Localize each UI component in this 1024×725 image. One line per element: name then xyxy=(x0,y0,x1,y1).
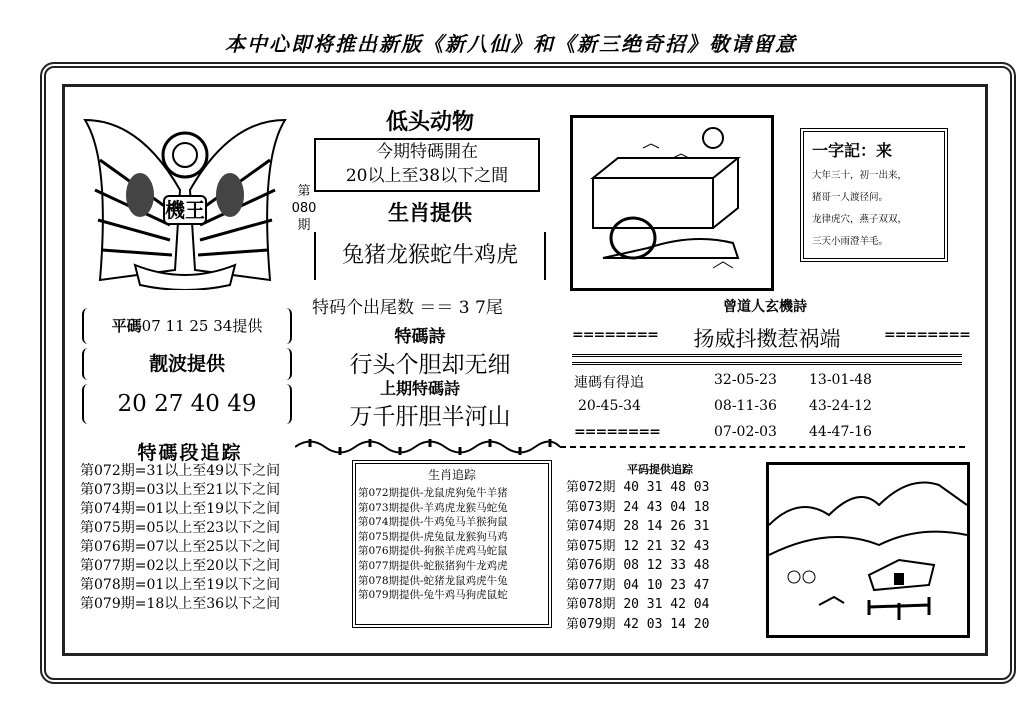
combo-label: 連碼有得追 xyxy=(574,375,644,391)
flat-track-list xyxy=(566,478,756,634)
flat-track-nums: 28 14 26 31 xyxy=(623,519,710,534)
flat-track-row xyxy=(566,517,756,537)
flat-track-issue: 第076期 xyxy=(566,558,616,573)
segment-row: 第072期=31以上至49以下之间 xyxy=(80,463,281,479)
flat-codes-label: 平碼 xyxy=(111,317,142,335)
logo-text: 機王 xyxy=(163,195,207,225)
flat-track-issue: 第072期 xyxy=(566,480,616,495)
combo-r3-c2: 07-02-03 xyxy=(714,424,777,440)
flat-track-issue: 第078期 xyxy=(566,597,616,612)
flat-track-nums: 24 43 04 18 xyxy=(623,499,710,515)
tao-poem-line: 扬威抖擞惹祸端 xyxy=(693,327,841,351)
lion-wall-drawing-icon xyxy=(573,118,771,288)
zodiac-track-row: 第078期提供-蛇猪龙鼠鸡虎牛兔 xyxy=(358,574,508,587)
zodiac-track-box xyxy=(352,460,552,628)
wave-numbers: 20 27 40 49 xyxy=(117,391,257,417)
segment-row: 第073期=03以上至21以下之间 xyxy=(80,482,281,498)
segment-row: 第075期=05以上至23以下之间 xyxy=(80,520,281,536)
zodiac-list: 兔猪龙猴蛇牛鸡虎 xyxy=(341,243,518,268)
one-word-line-4: 三天小雨澄羊毛。 xyxy=(812,236,889,247)
segment-row: 第079期=18以上至36以下之间 xyxy=(80,596,281,612)
zodiac-track-row: 第079期提供-兔牛鸡马狗虎鼠蛇 xyxy=(358,589,508,602)
one-word-title: 一字記：来 xyxy=(812,141,893,160)
flat-codes-numbers: 07 11 25 34 xyxy=(141,317,233,335)
zodiac-heading: 生肖提供 xyxy=(388,201,472,225)
flat-track-issue: 第077期 xyxy=(566,577,616,593)
zodiac-track-row: 第077期提供-蛇猴猪狗牛龙鸡虎 xyxy=(358,559,508,572)
prev-poem-text: 万千肝胆半河山 xyxy=(349,404,511,430)
tao-divider-2 xyxy=(572,362,962,365)
issue-prefix: 第 xyxy=(297,184,311,199)
poem-heading: 特碼詩 xyxy=(394,327,446,347)
top-banner: 本中心即将推出新版《新八仙》和《新三绝奇招》敬请留意 xyxy=(225,32,797,56)
wave-heading: 靓波提供 xyxy=(148,353,225,375)
zodiac-track-row: 第072期提供-龙鼠虎狗兔牛羊猪 xyxy=(358,487,508,499)
issue-suffix: 期 xyxy=(297,218,311,233)
logo-emblem xyxy=(80,100,290,290)
tao-dash-right: ======== xyxy=(884,327,970,343)
segment-list xyxy=(80,462,300,614)
flat-track-issue: 第074期 xyxy=(566,519,616,534)
tao-dash-left: ======== xyxy=(572,327,658,343)
range-line2: 20以上至38以下之間 xyxy=(345,166,509,186)
tail-line: 特码个出尾数 ＝＝ 3 7尾 xyxy=(312,298,503,318)
segment-row: 第078期=01以上至19以下之间 xyxy=(80,577,281,593)
range-box xyxy=(314,138,540,192)
vine-ornament-icon xyxy=(295,436,560,458)
vine-divider xyxy=(295,436,560,458)
one-word-box xyxy=(800,128,948,262)
combo-r1-c2: 32-05-23 xyxy=(714,372,777,388)
flat-codes-box xyxy=(82,308,292,344)
flat-track-heading: 平码提供追踪 xyxy=(627,463,693,476)
flat-track-row xyxy=(566,478,756,498)
one-word-line-3: 龙律虎穴，燕子双双， xyxy=(812,214,908,225)
combo-r3-c3: 44-47-16 xyxy=(809,424,872,440)
flat-track-nums: 12 21 32 43 xyxy=(623,538,710,554)
issue-number: 080 xyxy=(291,201,317,216)
combo-r3-c1: ======== xyxy=(574,424,660,440)
animal-heading: 低头动物 xyxy=(385,110,474,135)
segment-row: 第074期=01以上至19以下之间 xyxy=(80,501,281,517)
zodiac-track-heading: 生肖追踪 xyxy=(427,468,476,482)
prev-poem-heading: 上期特碼詩 xyxy=(379,379,460,398)
flat-track-nums: 42 03 14 20 xyxy=(623,616,710,632)
tao-divider-1 xyxy=(572,354,962,357)
flat-track-nums: 20 31 42 04 xyxy=(623,597,710,612)
combo-r2-c2: 08-11-36 xyxy=(714,398,777,414)
right-divider xyxy=(560,446,965,448)
zodiac-track-row: 第074期提供-牛鸡兔马羊猴狗鼠 xyxy=(358,516,508,529)
flat-track-row xyxy=(566,537,756,557)
scene-illustration xyxy=(570,115,774,291)
wave-numbers-box xyxy=(82,384,292,424)
flat-track-nums: 40 31 48 03 xyxy=(623,480,710,495)
flat-track-issue: 第073期 xyxy=(566,499,616,515)
mountain-house-drawing-icon xyxy=(769,465,967,635)
flat-track-row xyxy=(566,615,756,635)
flat-track-nums: 08 12 33 48 xyxy=(623,558,710,573)
range-line1: 今期特碼開在 xyxy=(376,142,478,162)
tao-poem-heading: 曾道人玄機詩 xyxy=(723,299,807,315)
segment-row: 第077期=02以上至20以下之间 xyxy=(80,558,281,574)
flat-codes-suffix: 提供 xyxy=(232,317,263,335)
flat-track-row xyxy=(566,576,756,596)
zodiac-track-row: 第073期提供-羊鸡虎龙猴马蛇兔 xyxy=(358,501,508,514)
one-word-line-1: 大年三十，初一出来， xyxy=(812,170,908,181)
combo-r1-c3: 13-01-48 xyxy=(809,372,872,388)
wave-heading-box xyxy=(82,348,292,380)
flat-track-row xyxy=(566,498,756,518)
flat-track-row xyxy=(566,556,756,576)
tao-poem-row xyxy=(572,323,970,351)
flat-track-issue: 第079期 xyxy=(566,616,616,632)
zodiac-list-box xyxy=(314,232,546,280)
combo-r2-c3: 43-24-12 xyxy=(809,398,872,414)
zodiac-track-row: 第075期提供-虎兔鼠龙猴狗马鸡 xyxy=(358,530,508,543)
flat-track-nums: 04 10 23 47 xyxy=(623,577,710,593)
flat-track-row xyxy=(566,595,756,615)
combo-r2-c1: 20-45-34 xyxy=(578,398,641,414)
one-word-line-2: 猪哥一人渡径问。 xyxy=(812,192,889,203)
segment-row: 第076期=07以上至25以下之间 xyxy=(80,539,281,555)
flat-track-issue: 第075期 xyxy=(566,538,616,554)
zodiac-track-row: 第076期提供-狗猴羊虎鸡马蛇鼠 xyxy=(358,545,508,558)
landscape-illustration xyxy=(766,462,970,638)
poem-text: 行头个胆却无细 xyxy=(349,352,511,378)
segment-heading: 特碼段追踪 xyxy=(137,442,243,464)
